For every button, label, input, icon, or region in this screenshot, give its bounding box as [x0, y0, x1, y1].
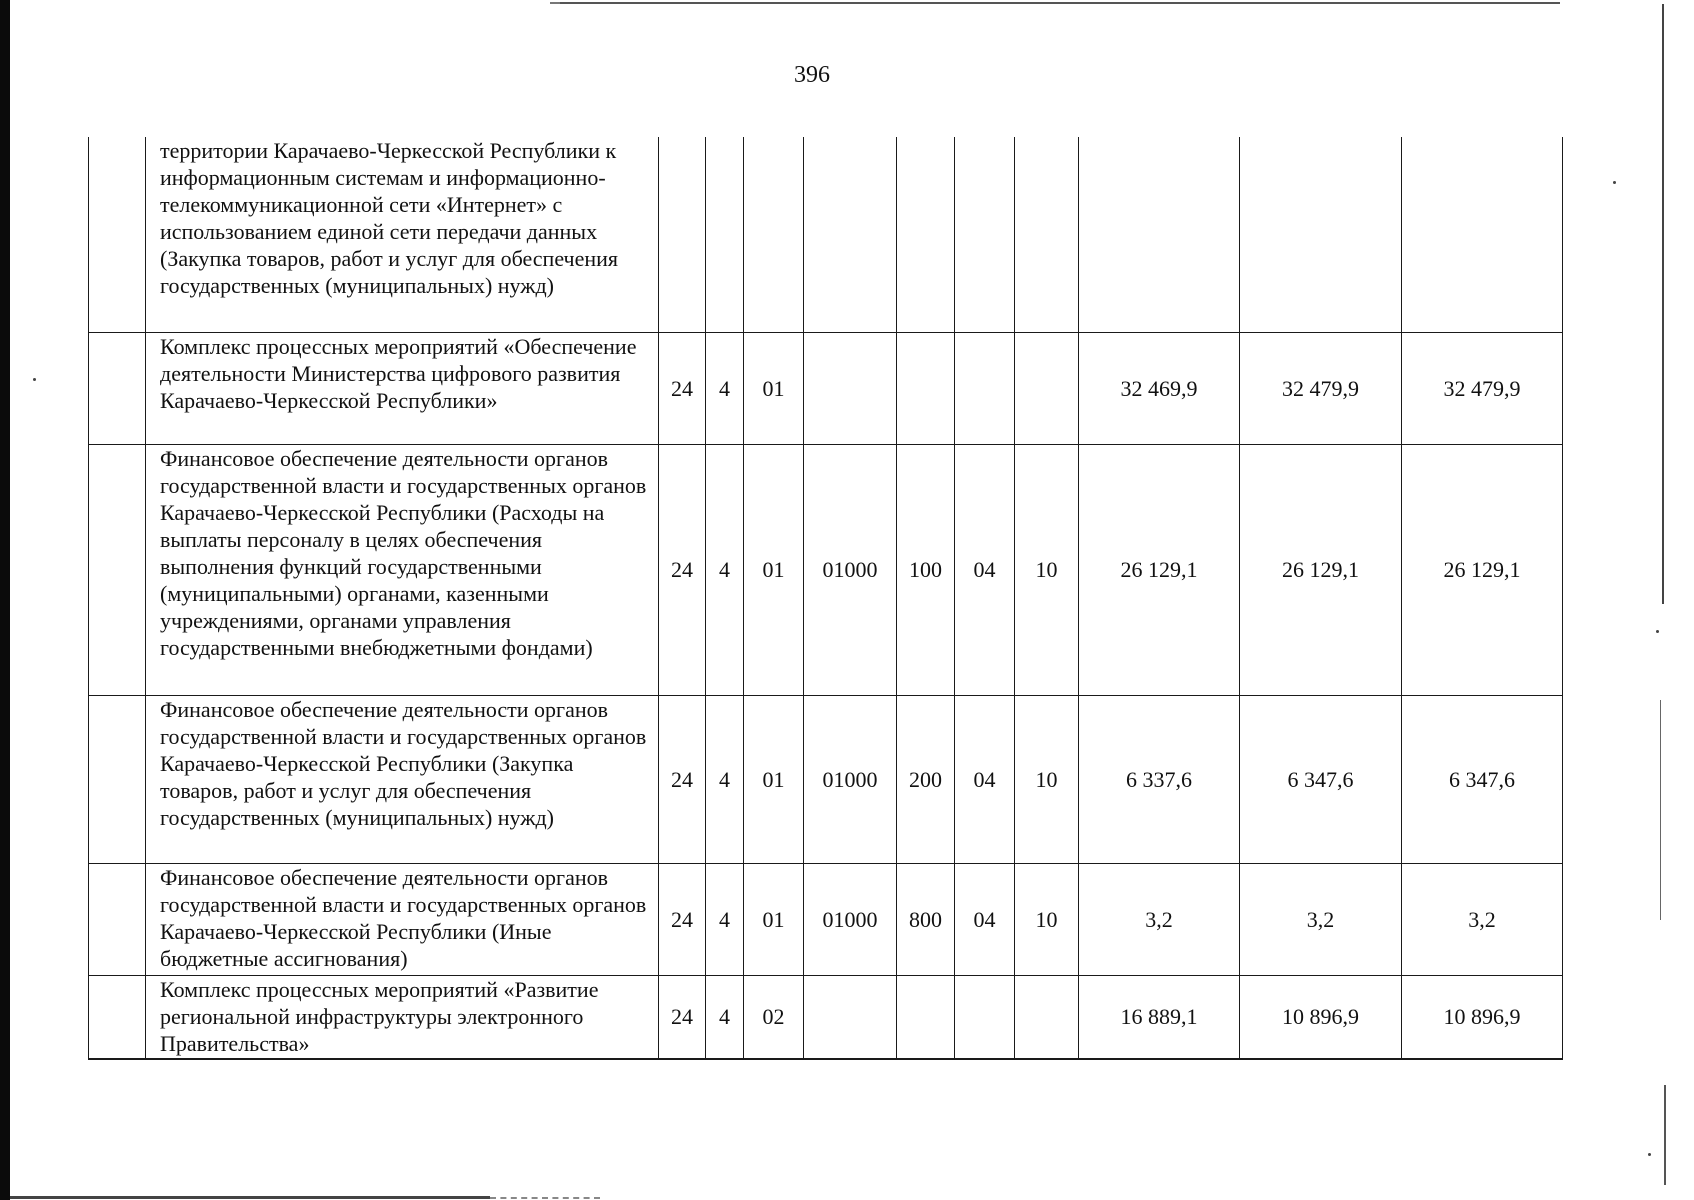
row-number-cell	[89, 137, 146, 332]
code-cell: 01	[744, 863, 804, 975]
code-cell: 01000	[804, 695, 897, 863]
code-cell: 4	[706, 975, 744, 1059]
scan-edge-left	[0, 0, 10, 1200]
amount-cell	[1402, 137, 1563, 332]
row-number-cell	[89, 695, 146, 863]
code-cell: 24	[659, 863, 706, 975]
amount-cell: 3,2	[1079, 863, 1240, 975]
amount-cell: 6 347,6	[1402, 695, 1563, 863]
code-cell: 04	[955, 695, 1015, 863]
page-number: 396	[794, 62, 830, 88]
row-number-cell	[89, 975, 146, 1059]
amount-cell: 6 337,6	[1079, 695, 1240, 863]
table-row	[89, 444, 1563, 695]
code-cell: 04	[955, 444, 1015, 695]
description-cell: Финансовое обеспечение деятельности органов государственной власти и государственных органов Карачаево-Черкесской Республики (Расходы на выплаты персоналу в целях обеспечения выполнения функций государственными (муниципальными) органами, казенными учреждениями, органами управления государственными внебюджетными фондами)	[146, 444, 659, 695]
code-cell	[1015, 332, 1079, 444]
scan-speck	[33, 378, 36, 381]
scan-edge-top-short	[550, 2, 560, 4]
scan-speck	[1613, 181, 1616, 184]
code-cell	[659, 137, 706, 332]
amount-cell: 3,2	[1240, 863, 1402, 975]
code-cell: 24	[659, 332, 706, 444]
scan-edge-bottom-dashes	[490, 1197, 600, 1199]
description-cell: Комплекс процессных мероприятий «Развитие региональной инфраструктуры электронного Правительства»	[146, 975, 659, 1059]
table-row	[89, 137, 1563, 332]
budget-table	[88, 137, 1563, 1060]
scan-edge-right	[1662, 4, 1664, 604]
description-cell: территории Карачаево-Черкесской Республики к информационным системам и информационно-телекоммуникационной сети «Интернет» с использованием единой сети передачи данных (Закупка товаров, работ и услуг для обеспечения государственных (муниципальных) нужд)	[146, 137, 659, 332]
code-cell: 01	[744, 332, 804, 444]
code-cell	[897, 137, 955, 332]
scan-edge-right-lower	[1660, 700, 1661, 920]
code-cell: 24	[659, 975, 706, 1059]
row-number-cell	[89, 863, 146, 975]
code-cell	[955, 137, 1015, 332]
amount-cell: 32 479,9	[1240, 332, 1402, 444]
code-cell: 04	[955, 863, 1015, 975]
amount-cell: 26 129,1	[1402, 444, 1563, 695]
amount-cell: 6 347,6	[1240, 695, 1402, 863]
table-row	[89, 332, 1563, 444]
code-cell	[1015, 975, 1079, 1059]
description-cell: Финансовое обеспечение деятельности органов государственной власти и государственных органов Карачаево-Черкесской Республики (Закупка товаров, работ и услуг для обеспечения государственных (муниципальных) нужд)	[146, 695, 659, 863]
code-cell	[804, 137, 897, 332]
amount-cell: 10 896,9	[1402, 975, 1563, 1059]
code-cell	[1015, 137, 1079, 332]
amount-cell	[1240, 137, 1402, 332]
amount-cell: 16 889,1	[1079, 975, 1240, 1059]
code-cell	[804, 975, 897, 1059]
code-cell	[955, 975, 1015, 1059]
code-cell: 800	[897, 863, 955, 975]
description-cell: Финансовое обеспечение деятельности органов государственной власти и государственных органов Карачаево-Черкесской Республики (Иные бюджетные ассигнования)	[146, 863, 659, 975]
code-cell: 4	[706, 444, 744, 695]
description-cell: Комплекс процессных мероприятий «Обеспечение деятельности Министерства цифрового развития Карачаево-Черкесской Республики»	[146, 332, 659, 444]
amount-cell: 26 129,1	[1079, 444, 1240, 695]
code-cell	[955, 332, 1015, 444]
code-cell: 24	[659, 695, 706, 863]
code-cell: 100	[897, 444, 955, 695]
code-cell	[706, 137, 744, 332]
code-cell: 10	[1015, 863, 1079, 975]
code-cell: 01	[744, 444, 804, 695]
scan-edge-right-bottom	[1664, 1085, 1666, 1185]
code-cell: 10	[1015, 444, 1079, 695]
code-cell	[744, 137, 804, 332]
code-cell: 01	[744, 695, 804, 863]
scan-speck	[1656, 630, 1659, 633]
row-number-cell	[89, 332, 146, 444]
table-row	[89, 863, 1563, 975]
amount-cell: 3,2	[1402, 863, 1563, 975]
code-cell: 24	[659, 444, 706, 695]
code-cell: 01000	[804, 863, 897, 975]
scan-edge-top	[560, 2, 1560, 4]
amount-cell: 26 129,1	[1240, 444, 1402, 695]
amount-cell: 10 896,9	[1240, 975, 1402, 1059]
code-cell: 02	[744, 975, 804, 1059]
code-cell: 4	[706, 332, 744, 444]
scan-speck	[1648, 1153, 1651, 1156]
code-cell: 10	[1015, 695, 1079, 863]
scan-edge-bottom	[10, 1196, 490, 1199]
code-cell: 4	[706, 863, 744, 975]
code-cell	[897, 975, 955, 1059]
code-cell: 4	[706, 695, 744, 863]
code-cell	[804, 332, 897, 444]
amount-cell	[1079, 137, 1240, 332]
code-cell	[897, 332, 955, 444]
amount-cell: 32 479,9	[1402, 332, 1563, 444]
table-row	[89, 975, 1563, 1059]
amount-cell: 32 469,9	[1079, 332, 1240, 444]
code-cell: 01000	[804, 444, 897, 695]
row-number-cell	[89, 444, 146, 695]
code-cell: 200	[897, 695, 955, 863]
table-row	[89, 695, 1563, 863]
